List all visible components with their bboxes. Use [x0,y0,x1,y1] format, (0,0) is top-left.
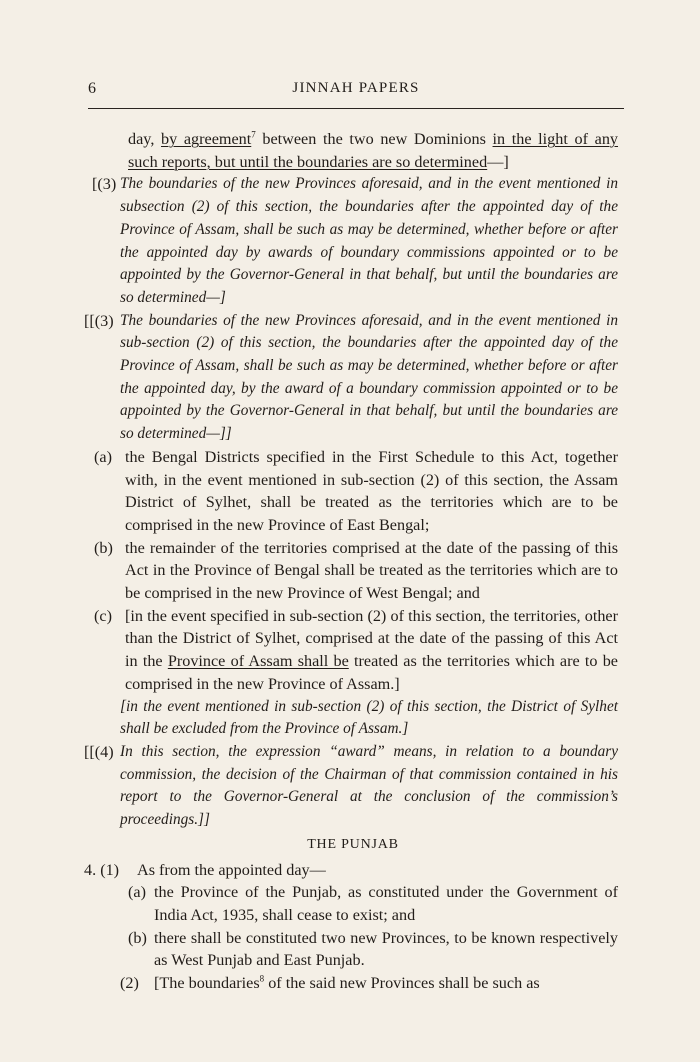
section-4-item-b [88,927,618,972]
section-heading: THE PUNJAB [307,836,399,852]
item-text: the remainder of the territories comprised at the date of the passing of this Act in the Province of Bengal shall be treated as the territories which are to be comprised in the new Province of West Bengal; and [125,538,618,603]
header-rule [88,108,624,109]
continued-paragraph: day, by agreement$^7$ between the two new Dominions in the light of any such reports, but until the boundaries are so determined—] [128,129,619,171]
running-title: JINNAH PAPERS [292,80,420,96]
clause-text: [in the event mentioned in sub-section (2) of this section, the District of Sylhet shall be excluded from the Province of Assam.] [120,697,618,738]
section-4-2: (2) [The boundaries$^8$ of the said new Provinces shall be such as [88,972,618,995]
underlined-phrase: in the light of any such reports, but until the boundaries are so determined [128,130,619,171]
section-4-1 [84,859,618,882]
item-text: the Province of the Punjab, as constituted under the Government of India Act, 1935, shall cease to exist; and [154,883,618,924]
item-label: (a) [94,447,112,466]
item-label: (b) [128,928,147,947]
item-label: (c) [94,606,112,625]
footnote-ref: 7 [251,129,256,140]
item-c: (c) [in the event specified in sub-section (2) of this section, the territories, other than the District of Sylhet, comprised at the date of the passing of this Act in the Province of Assam shall be treated as the territories which are to be comprised in the new Province of Assam.] [94,606,618,693]
item-b [88,537,618,605]
clause-text: In this section, the expression “award” means, in relation to a boundary commission, the decision of the Chairman of that commission contained in his report to the Governor-General at the conclusion of the commission’s proceedings.]] [120,742,618,829]
page-number: 6 [88,80,96,97]
clause-4 [84,741,618,832]
clause-label: [[(3) [84,311,114,330]
item-a [88,446,618,537]
section-label: 4. (1) [84,860,120,879]
clause-text: The boundaries of the new Provinces aforesaid, and in the event mentioned in subsection (2) of this section, the boundaries after the appointed day of the Province of Assam, shall be such as may be determined, whether before or after the appointed day by awards of boundary commissions appointed or to be appointed by the Governor-General in that behalf, but until the boundaries are so determined—] [120,175,618,306]
item-c-alternative [88,696,618,741]
section-4-item-a [88,881,618,926]
page-body [84,128,619,995]
item-text: the Bengal Districts specified in the First Schedule to this Act, together with, in the event mentioned in sub-section (2) of this section, the Assam District of Sylhet, shall be treated as the territories which are to be comprised in the new Province of East Bengal; [125,447,618,534]
clause-text: The boundaries of the new Provinces aforesaid, and in the event mentioned in sub-section (2) of this section, the boundaries after the appointed day of the Province of Assam, shall be such as may be determined, whether before or after the appointed day, by the award of a boundary commission appointed or to be appointed by the Governor-General in that behalf, but until the boundaries are so determined—]] [120,311,618,443]
page-header [88,80,624,110]
item-label: (a) [128,883,146,902]
clause-label: [[(4) [84,742,114,761]
underlined-phrase: by agreement [161,130,252,148]
clause-3-first-version [88,173,618,309]
item-label: (b) [94,538,113,557]
clause-label: [(3) [92,175,117,194]
item-text: there shall be constituted two new Provinces, to be known respectively as West Punjab and East Punjab. [154,928,618,970]
clause-3-second-version [84,310,618,446]
footnote-ref: 8 [259,973,265,984]
underlined-phrase: Province of Assam shall be [167,652,349,671]
section-label: (2) [120,974,139,993]
section-text: As from the appointed day— [137,860,326,879]
